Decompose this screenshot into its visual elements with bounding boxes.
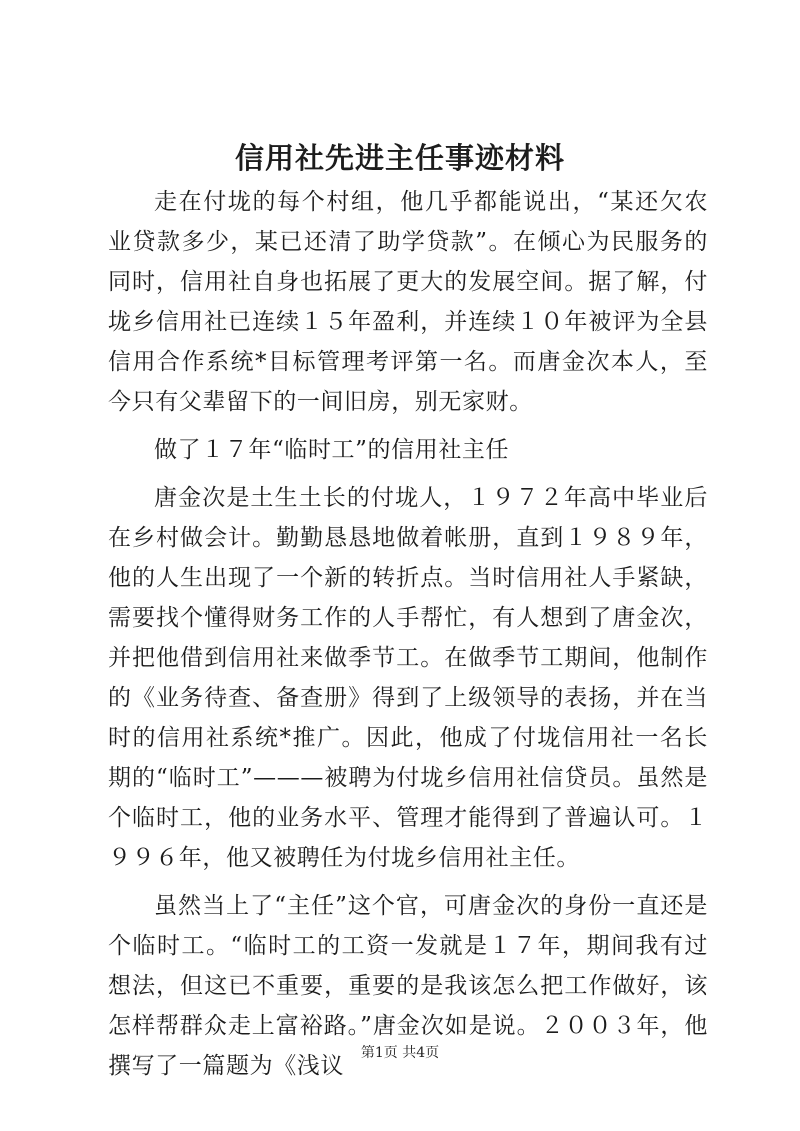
document-title: 信用社先进主任事迹材料: [234, 141, 565, 175]
page-number-footer: 第1页 共4页: [360, 1045, 440, 1061]
section-heading: 做了１７年“临时工”的信用社主任: [154, 437, 510, 463]
document-body: [108, 182, 708, 1086]
paragraph-director: 虽然当上了“主任”这个官，可唐金次的身份一直还是个临时工。“临时工的工资一发就是１７年，期间我有过想法，但这已不重要，重要的是我该怎么把工作做好，该怎样帮群众走上富裕路。”唐金次如是说。２００３年，他撰写了一篇题为《浅议: [108, 893, 708, 1079]
paragraph-background: 唐金次是土生土长的付垅人，１９７２年高中毕业后在乡村做会计。勤勤恳恳地做着帐册，直到１９８９年，他的人生出现了一个新的转折点。当时信用社人手紧缺，需要找个懂得财务工作的人手帮忙，有人想到了唐金次，并把他借到信用社来做季节工。在做季节工期间，他制作的《业务待查、备查册》得到了上级领导的表扬，并在当时的信用社系统*推广。因此，他成了付垅信用社一名长期的“临时工”———被聘为付垅乡信用社信贷员。虽然是个临时工，他的业务水平、管理才能得到了普遍认可。１９９６年，他又被聘任为付垅乡信用社主任。: [108, 485, 708, 871]
paragraph-intro: 走在付垅的每个村组，他几乎都能说出，“某还欠农业贷款多少，某已还清了助学贷款”。在倾心为民服务的同时，信用社自身也拓展了更大的发展空间。据了解，付垅乡信用社已连续１５年盈利，并连续１０年被评为全县信用合作系统*目标管理考评第一名。而唐金次本人，至今只有父辈留下的一间旧房，别无家财。: [108, 189, 708, 415]
